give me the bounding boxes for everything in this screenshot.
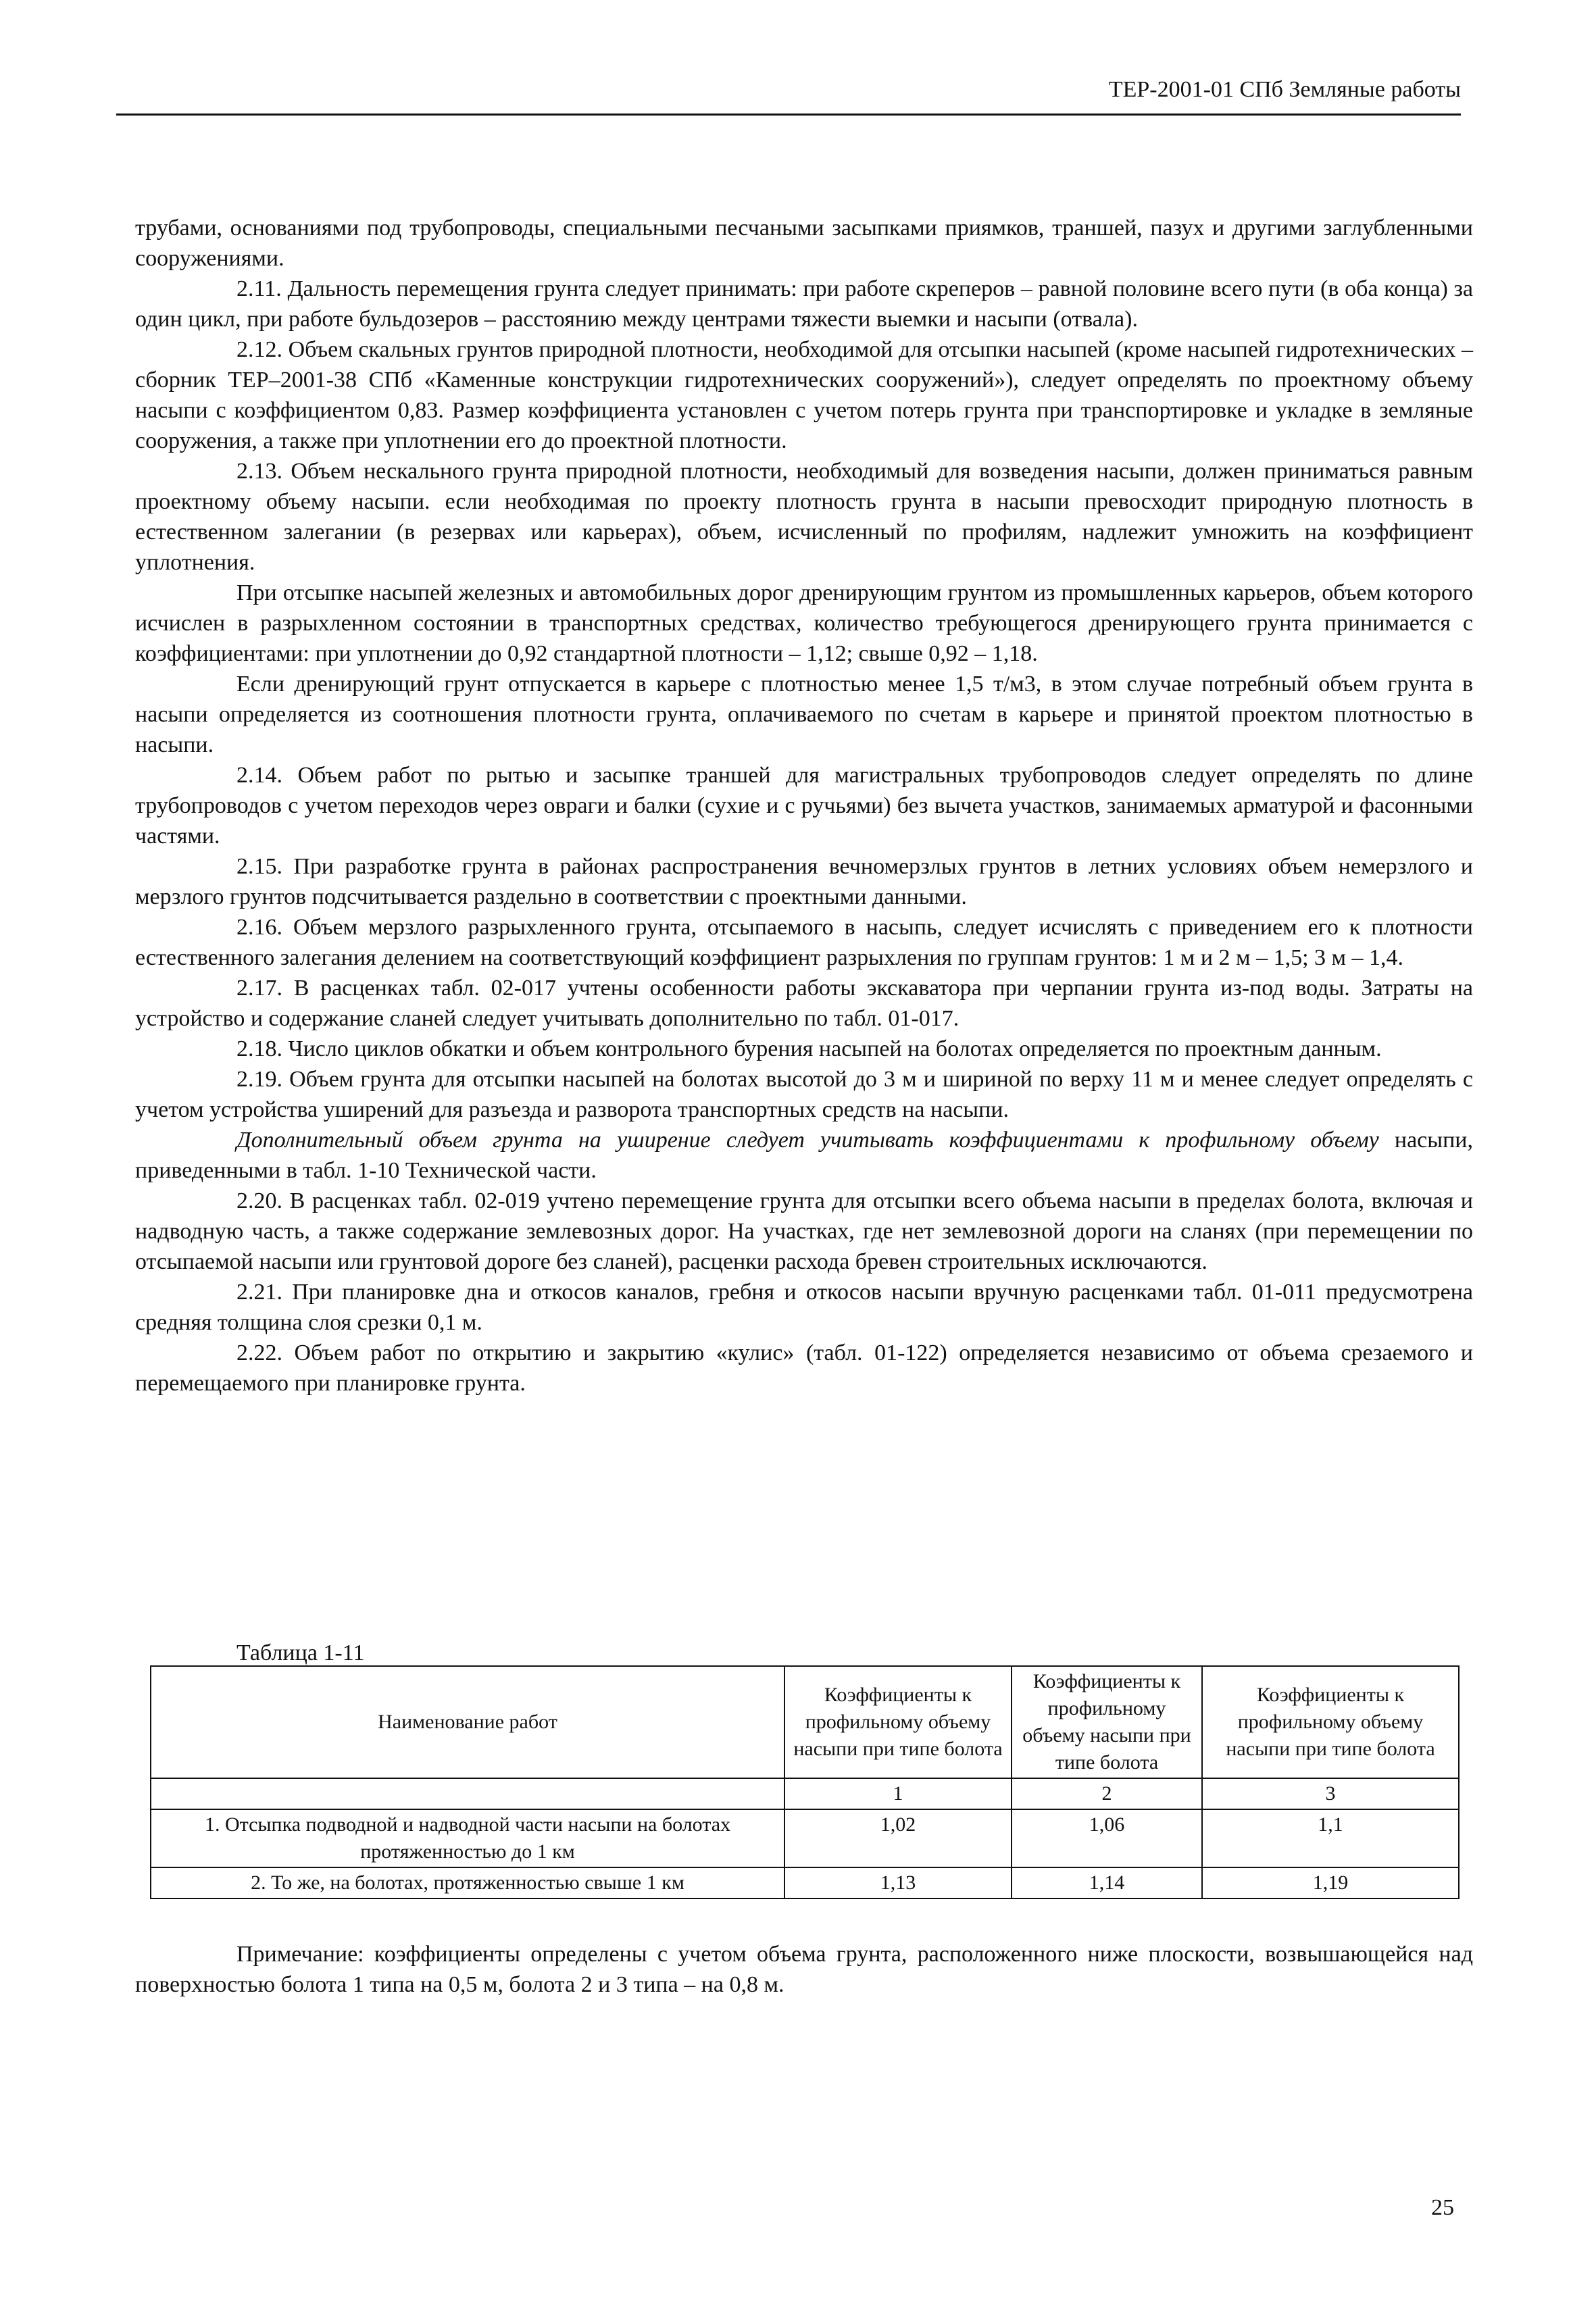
- paragraph-2-13: 2.13. Объем нескального грунта природной плотности, необходимый для возведения насыпи, должен приниматься равным проектному объему насыпи. если необходимая по проекту плотность грунта в насыпи превосходит природную плотность в естественном залегании (в резервах или карьерах), объем, исчисленный по профилям, надлежит умножить на коэффициент уплотнения.: [135, 459, 1473, 575]
- row-value-3: 1,19: [1202, 1867, 1459, 1898]
- coefficients-table: [150, 1665, 1460, 1899]
- table-note: Примечание: коэффициенты определены с учетом объема грунта, расположенного ниже плоскости, возвышающейся над поверхностью болота 1 типа на 0,5 м, болота 2 и 3 типа – на 0,8 м.: [135, 1942, 1473, 1997]
- number-cell-3: 3: [1202, 1778, 1459, 1809]
- page-header: [116, 66, 1461, 116]
- table-row: [151, 1809, 1459, 1867]
- row-value-3: 1,1: [1202, 1809, 1459, 1867]
- table-caption: Таблица 1-11: [236, 1640, 365, 1665]
- paragraph-2-13-drainage: При отсыпке насыпей железных и автомобильных дорог дренирующим грунтом из промышленных карьеров, объем которого исчислен в разрыхленном состоянии в транспортных средствах, количество требующегося дренирующего грунта принимается с коэффициентами: при уплотнении до 0,92 стандартной плотности – 1,12; свыше 0,92 – 1,18.: [135, 580, 1473, 666]
- header-col-2: Коэффициенты к профильному объему насыпи при типе болота: [1012, 1666, 1202, 1778]
- paragraph-2-19: 2.19. Объем грунта для отсыпки насыпей на болотах высотой до 3 м и шириной по верху 11 м и менее следует определять с учетом устройства уширений для разъезда и разворота транспортных средств на насыпи.: [135, 1067, 1473, 1122]
- paragraph-continuation: трубами, основаниями под трубопроводы, специальными песчаными засыпками приямков, траншей, пазух и другими заглубленными сооружениями.: [135, 216, 1473, 271]
- row-work-name: 2. То же, на болотах, протяженностью свыше 1 км: [151, 1867, 784, 1898]
- paragraph-2-16: 2.16. Объем мерзлого разрыхленного грунта, отсыпаемого в насыпь, следует исчислять с приведением его к плотности естественного залегания делением на соответствующий коэффициент разрыхления по группам грунтов: 1 м и 2 м – 1,5; 3 м – 1,4.: [135, 915, 1473, 970]
- row-work-name: 1. Отсыпка подводной и надводной части насыпи на болотах протяженностью до 1 км: [151, 1809, 784, 1867]
- paragraph-2-19-widening: [135, 1125, 1473, 1186]
- paragraph-2-15: 2.15. При разработке грунта в районах распространения вечномерзлых грунтов в летних условиях объем немерзлого и мерзлого грунтов подсчитывается раздельно в соответствии с проектными данными.: [135, 854, 1473, 909]
- paragraph-2-13-density: Если дренирующий грунт отпускается в карьере с плотностью менее 1,5 т/м3, в этом случае потребный объем грунта в насыпи определяется из соотношения плотности грунта, оплачиваемого по счетам в карьере и принятой проектом плотностью в насыпи.: [135, 672, 1473, 757]
- document-title: ТЕР-2001-01 СПб Земляные работы: [1108, 77, 1461, 102]
- paragraph-2-17: 2.17. В расценках табл. 02-017 учтены особенности работы экскаватора при черпании грунта из-под воды. Затраты на устройство и содержание сланей следует учитывать дополнительно по табл. 01-017.: [135, 976, 1473, 1031]
- paragraph-2-20: 2.20. В расценках табл. 02-019 учтено перемещение грунта для отсыпки всего объема насыпи в пределах болота, включая и надводную часть, а также содержание землевозных дорог. На участках, где нет землевозной дороги на сланях (при перемещении по отсыпаемой насыпи или грунтовой дороге без сланей), расценки расхода бревен строительных исключаются.: [135, 1188, 1473, 1274]
- italic-text: Дополнительный объем грунта на уширение следует учитывать коэффициентами к профильному объему: [236, 1128, 1379, 1153]
- row-value-2: 1,14: [1012, 1867, 1202, 1898]
- header-col-3: Коэффициенты к профильному объему насыпи при типе болота: [1202, 1666, 1459, 1778]
- number-cell-2: 2: [1012, 1778, 1202, 1809]
- header-col-1: Коэффициенты к профильному объему насыпи при типе болота: [784, 1666, 1012, 1778]
- table-row: [151, 1867, 1459, 1898]
- paragraph-2-18: 2.18. Число циклов обкатки и объем контрольного бурения насыпей на болотах определяется по проектным данным.: [236, 1036, 1382, 1061]
- page-number: 25: [1431, 2195, 1454, 2220]
- table-header-row: [151, 1666, 1459, 1778]
- body-text: [135, 213, 1473, 1399]
- row-value-2: 1,06: [1012, 1809, 1202, 1867]
- paragraph-2-22: 2.22. Объем работ по открытию и закрытию «кулис» (табл. 01-122) определяется независимо от объема срезаемого и перемещаемого при планировке грунта.: [135, 1340, 1473, 1396]
- paragraph-2-11: 2.11. Дальность перемещения грунта следует принимать: при работе скреперов – равной половине всего пути (в оба конца) за один цикл, при работе бульдозеров – расстоянию между центрами тяжести выемки и насыпи (отвала).: [135, 276, 1473, 332]
- paragraph-2-21: 2.21. При планировке дна и откосов каналов, гребня и откосов насыпи вручную расценками табл. 01-011 предусмотрена средняя толщина слоя срезки 0,1 м.: [135, 1280, 1473, 1335]
- header-work-name: Наименование работ: [151, 1666, 784, 1778]
- row-value-1: 1,02: [784, 1809, 1012, 1867]
- table-number-row: [151, 1778, 1459, 1809]
- number-cell-empty: [151, 1778, 784, 1809]
- number-cell-1: 1: [784, 1778, 1012, 1809]
- paragraph-text: насыпи, приведенными в табл. 1-10 Технической части.: [135, 1128, 1474, 1183]
- row-value-1: 1,13: [784, 1867, 1012, 1898]
- paragraph-2-12: 2.12. Объем скальных грунтов природной плотности, необходимой для отсыпки насыпей (кроме насыпей гидротехнических – сборник ТЕР–2001-38 СПб «Каменные конструкции гидротехнических сооружений»), следует определять по проектному объему насыпи с коэффициентом 0,83. Размер коэффициента установлен с учетом потерь грунта при транспортировке и укладке в земляные сооружения, а также при уплотнении его до проектной плотности.: [135, 337, 1473, 453]
- paragraph-2-14: 2.14. Объем работ по рытью и засыпке траншей для магистральных трубопроводов следует определять по длине трубопроводов с учетом переходов через овраги и балки (сухие и с ручьями) без вычета участков, занимаемых арматурой и фасонными частями.: [135, 763, 1473, 849]
